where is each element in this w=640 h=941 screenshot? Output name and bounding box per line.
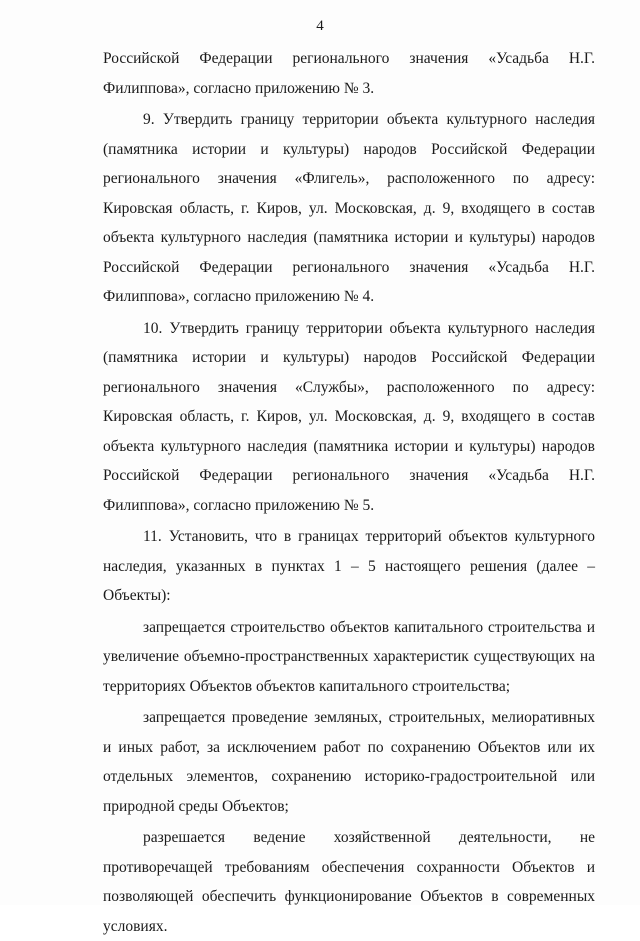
restriction-construction: запрещается строительство объектов капитального строительства и увеличение объемно-пространственных характеристик существующих на территориях Объектов объектов капитального строительства; bbox=[103, 618, 595, 695]
paragraph-item-11: 11. Установить, что в границах территорий объектов культурного наследия, указанных в пунктах 1 – 5 настоящего решения (далее – Объекты): bbox=[103, 528, 595, 604]
permission-economic-activity: разрешается ведение хозяйственной деятельности, не противоречащей требованиям обеспечения сохранности Объектов и позволяющей обеспечить функционирование Объектов в современных условиях. bbox=[103, 829, 595, 935]
restriction-earthworks: запрещается проведение земляных, строительных, мелиоративных и иных работ, за исключением работ по сохранению Объектов или их отдельных элементов, сохранению историко-градостроительной или природной среды Объектов; bbox=[103, 709, 595, 815]
page-number: 4 bbox=[316, 18, 324, 34]
document-body bbox=[103, 44, 595, 941]
paragraph-item-10: 10. Утвердить границу территории объекта культурного наследия (памятника истории и культуры) народов Российской Федерации регионального значения «Службы», расположенного по адресу: Кировская область, г. Киров, ул. Московская, д. 9, входящего в состав объекта культурного наследия (памятника истории и культуры) народов Российской Федерации регионального значения «Усадьба Н.Г. Филиппова», согласно приложению № 5. bbox=[103, 319, 595, 514]
paragraph-continuation: Российской Федерации регионального значения «Усадьба Н.Г. Филиппова», согласно приложению № 3. bbox=[103, 50, 595, 97]
paragraph-item-9: 9. Утвердить границу территории объекта культурного наследия (памятника истории и культуры) народов Российской Федерации регионального значения «Флигель», расположенного по адресу: Кировская область, г. Киров, ул. Московская, д. 9, входящего в состав объекта культурного наследия (памятника истории и культуры) народов Российской Федерации регионального значения «Усадьба Н.Г. Филиппова», согласно приложению № 4. bbox=[103, 111, 595, 305]
